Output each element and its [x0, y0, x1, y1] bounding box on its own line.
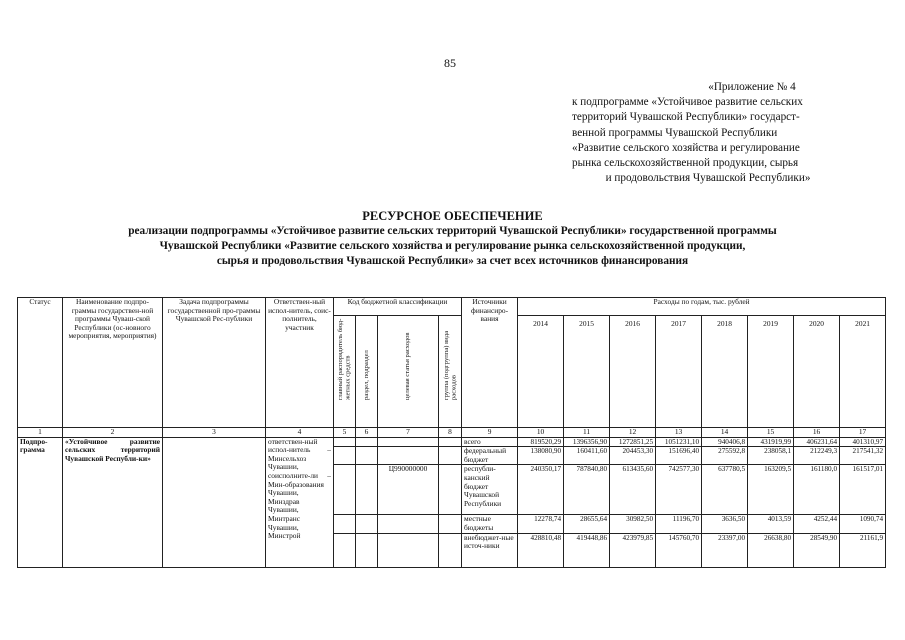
row-value: 275592,8	[702, 447, 748, 465]
column-number: 11	[564, 428, 610, 438]
row-value: 21161,9	[840, 533, 886, 567]
header-status: Статус	[18, 298, 63, 428]
row-code-cell	[439, 437, 462, 447]
row-code-cell	[378, 447, 439, 465]
row-value: 419448,86	[564, 533, 610, 567]
document-title	[40, 208, 865, 269]
header-code-sub: целевая статья расходов	[378, 316, 439, 428]
column-number: 2	[63, 428, 163, 438]
title-main: РЕСУРСНОЕ ОБЕСПЕЧЕНИЕ	[362, 209, 543, 223]
row-source: всего	[462, 437, 518, 447]
header-code-sub: группа (подгруппа) вида расходов	[439, 316, 462, 428]
header-year: 2016	[610, 316, 656, 428]
header-sources: Источники финансиро-вания	[462, 298, 518, 428]
row-value: 217541,32	[840, 447, 886, 465]
appendix-line: венной программы Чувашской Республики	[572, 126, 778, 139]
table-row	[18, 437, 886, 447]
header-code: Код бюджетной классификации	[334, 298, 462, 316]
row-value: 23397,00	[702, 533, 748, 567]
row-value: 138080,90	[518, 447, 564, 465]
column-number: 12	[610, 428, 656, 438]
appendix-line: «Развитие сельского хозяйства и регулирование	[572, 141, 800, 154]
row-value: 428810,48	[518, 533, 564, 567]
row-value: 819520,29	[518, 437, 564, 447]
row-source: внебюджет-ные источ-ники	[462, 533, 518, 567]
row-value: 204453,30	[610, 447, 656, 465]
row-code-cell	[356, 447, 378, 465]
header-code-sub: главный распорядитель бюд-жетных средств	[334, 316, 356, 428]
title-line: реализации подпрограммы «Устойчивое развитие сельских территорий Чувашской Республики» государственной программы	[128, 225, 777, 237]
header-year: 2021	[840, 316, 886, 428]
column-number: 8	[439, 428, 462, 438]
row-code-cell	[439, 515, 462, 533]
row-value: 161517,01	[840, 465, 886, 515]
row-code-cell	[334, 515, 356, 533]
header-year: 2018	[702, 316, 748, 428]
header-year: 2014	[518, 316, 564, 428]
row-value: 11196,70	[656, 515, 702, 533]
column-number: 15	[748, 428, 794, 438]
row-value: 940406,8	[702, 437, 748, 447]
row-source: федеральный бюджет	[462, 447, 518, 465]
row-code-cell	[439, 465, 462, 515]
column-number: 17	[840, 428, 886, 438]
header-expenses: Расходы по годам, тыс. рублей	[518, 298, 886, 316]
row-value: 423979,85	[610, 533, 656, 567]
appendix-line: и продовольствия Чувашской Республики»	[605, 172, 811, 185]
row-value: 1396356,90	[564, 437, 610, 447]
row-value: 406231,64	[794, 437, 840, 447]
row-status: Подпро-грамма	[18, 437, 63, 567]
row-value: 431919,99	[748, 437, 794, 447]
row-executor: ответствен-ный испол-нитель – Минсельхоз Чувашии, соисполните-ли – Мин-образования Чувашии, Минздрав Чувашии, Минтранс Чувашии, Минстрой	[266, 437, 334, 567]
row-value: 613435,60	[610, 465, 656, 515]
appendix-line: к подпрограмме «Устойчивое развитие сельских	[572, 96, 803, 109]
column-number: 5	[334, 428, 356, 438]
row-code-cell	[334, 533, 356, 567]
row-code-cell	[439, 447, 462, 465]
appendix-line: территорий Чувашской Республики» государст-	[572, 111, 800, 124]
row-value: 28549,90	[794, 533, 840, 567]
row-value: 240350,17	[518, 465, 564, 515]
appendix-line: «Приложение № 4	[708, 81, 796, 93]
row-value: 163209,5	[748, 465, 794, 515]
column-number-row	[18, 428, 886, 438]
row-code-cell	[334, 465, 356, 515]
column-number: 10	[518, 428, 564, 438]
row-code-cell	[439, 533, 462, 567]
row-code-cell	[356, 515, 378, 533]
row-value: 26638,80	[748, 533, 794, 567]
header-code-sub: раздел, подраздел	[356, 316, 378, 428]
appendix-header	[572, 80, 844, 186]
row-value: 28655,64	[564, 515, 610, 533]
row-value: 1090,74	[840, 515, 886, 533]
row-name: «Устойчивое развитие сельских территорий Чувашской Республи-ки»	[63, 437, 163, 567]
column-number: 1	[18, 428, 63, 438]
row-value: 12278,74	[518, 515, 564, 533]
row-value: 4252,44	[794, 515, 840, 533]
column-number: 14	[702, 428, 748, 438]
title-line: сырья и продовольствия Чувашской Республики» за счет всех источников финансирования	[216, 255, 689, 267]
page-number: 85	[444, 56, 456, 70]
column-number: 4	[266, 428, 334, 438]
row-value: 238058,1	[748, 447, 794, 465]
row-value: 151696,40	[656, 447, 702, 465]
row-code-cell	[356, 533, 378, 567]
column-number: 13	[656, 428, 702, 438]
header-executor: Ответствен-ный испол-нитель, соис-полнитель, участник	[266, 298, 334, 428]
appendix-line: рынка сельскохозяйственной продукции, сырья	[572, 157, 799, 170]
header-year: 2019	[748, 316, 794, 428]
row-value: 3636,50	[702, 515, 748, 533]
row-code-cell	[334, 437, 356, 447]
row-value: 1051231,10	[656, 437, 702, 447]
row-value: 212249,3	[794, 447, 840, 465]
header-year: 2015	[564, 316, 610, 428]
row-source: местные бюджеты	[462, 515, 518, 533]
row-value: 742577,30	[656, 465, 702, 515]
title-line: Чувашской Республики «Развитие сельского хозяйства и регулирование рынка сельскохозяйственной продукции,	[159, 240, 746, 252]
row-value: 637780,5	[702, 465, 748, 515]
row-value: 401310,97	[840, 437, 886, 447]
row-task	[163, 437, 266, 567]
row-code-cell	[378, 515, 439, 533]
row-code-cell	[356, 465, 378, 515]
row-source: республи-канский бюджет Чувашской Республики	[462, 465, 518, 515]
row-value: 161180,0	[794, 465, 840, 515]
resource-table	[17, 297, 886, 568]
header-task: Задача подпрограммы государственной про-граммы Чувашской Рес-публики	[163, 298, 266, 428]
header-year: 2020	[794, 316, 840, 428]
row-target-code: Ц990000000	[378, 465, 439, 515]
row-code-cell	[378, 533, 439, 567]
row-value: 160411,60	[564, 447, 610, 465]
row-value: 787840,80	[564, 465, 610, 515]
column-number: 16	[794, 428, 840, 438]
column-number: 7	[378, 428, 439, 438]
row-code-cell	[356, 437, 378, 447]
row-code-cell	[378, 437, 439, 447]
header-row	[18, 298, 886, 316]
column-number: 3	[163, 428, 266, 438]
row-value: 4013,59	[748, 515, 794, 533]
column-number: 6	[356, 428, 378, 438]
row-value: 30982,50	[610, 515, 656, 533]
column-number: 9	[462, 428, 518, 438]
row-value: 1272851,25	[610, 437, 656, 447]
header-year: 2017	[656, 316, 702, 428]
row-value: 145760,70	[656, 533, 702, 567]
row-code-cell	[334, 447, 356, 465]
header-name: Наименование подпро-граммы государствен-ной программы Чуваш-ской Республики (ос-новного мероприятия, мероприятия)	[63, 298, 163, 428]
